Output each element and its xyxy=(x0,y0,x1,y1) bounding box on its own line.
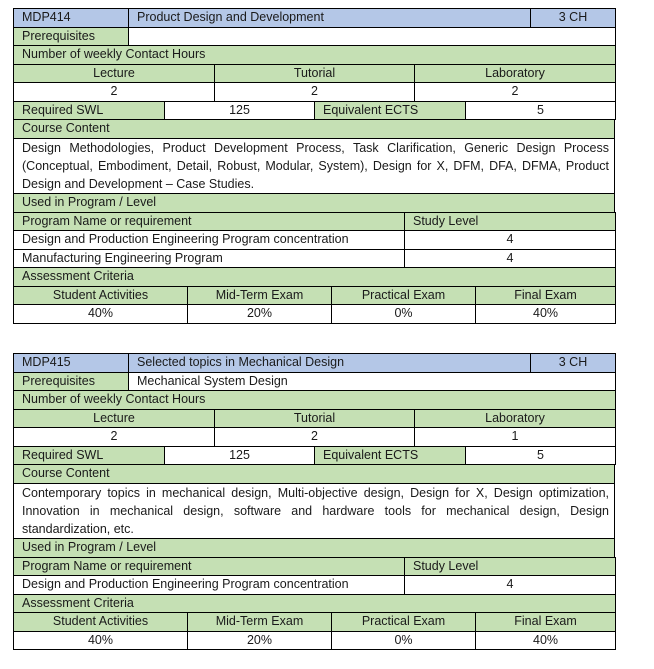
ects-label: Equivalent ECTS xyxy=(315,101,466,120)
tutorial-header: Tutorial xyxy=(215,409,415,428)
required-swl-label: Required SWL xyxy=(14,101,165,120)
prerequisites-row xyxy=(14,27,616,46)
prerequisites-value xyxy=(129,27,616,46)
course-table-mdp415 xyxy=(13,353,615,650)
course-content-text: Contemporary topics in mechanical design, Multi-objective design, Design for X, Design optimization, Innovation in mechanical design, software and hardware tools for mechanical design, Design standardization, etc. xyxy=(14,483,615,539)
practical-header: Practical Exam xyxy=(332,286,476,305)
course-content-text: Design Methodologies, Product Development Process, Task Clarification, Generic Design Process (Conceptual, Embodiment, Detail, Robust, Modular, System), Design for X, DFM, DFA, DFMA, Product Design and Development – Case Studies. xyxy=(14,138,615,194)
final-value: 40% xyxy=(476,305,616,324)
final-header: Final Exam xyxy=(476,613,616,632)
laboratory-hours: 2 xyxy=(415,83,616,102)
program-name: Design and Production Engineering Program concentration xyxy=(14,576,405,595)
lecture-hours: 2 xyxy=(14,428,215,447)
level-header: Study Level xyxy=(405,212,616,231)
practical-value: 0% xyxy=(332,305,476,324)
final-header: Final Exam xyxy=(476,286,616,305)
program-level: 4 xyxy=(405,576,616,595)
midterm-header: Mid-Term Exam xyxy=(188,613,332,632)
laboratory-header: Laboratory xyxy=(415,409,616,428)
lecture-header: Lecture xyxy=(14,64,215,83)
student-activities-header: Student Activities xyxy=(14,613,188,632)
practical-header: Practical Exam xyxy=(332,613,476,632)
contact-hours-label: Number of weekly Contact Hours xyxy=(14,391,616,410)
content-table xyxy=(13,119,615,213)
laboratory-hours: 1 xyxy=(415,428,616,447)
prerequisites-label: Prerequisites xyxy=(14,372,129,391)
course-title-row xyxy=(14,9,616,28)
student-activities-value: 40% xyxy=(14,631,188,650)
student-activities-header: Student Activities xyxy=(14,286,188,305)
required-swl-value: 125 xyxy=(165,446,315,465)
ects-value: 5 xyxy=(466,446,616,465)
program-level: 4 xyxy=(405,231,616,250)
level-header: Study Level xyxy=(405,557,616,576)
swl-table xyxy=(13,101,616,121)
midterm-value: 20% xyxy=(188,631,332,650)
course-content-label: Course Content xyxy=(14,120,615,139)
assessment-table xyxy=(13,594,616,651)
contact-hours-table xyxy=(13,390,616,447)
course-header-table xyxy=(13,8,616,46)
course-title: Selected topics in Mechanical Design xyxy=(129,354,531,373)
prerequisites-label: Prerequisites xyxy=(14,27,129,46)
assessment-label: Assessment Criteria xyxy=(14,594,616,613)
course-table-mdp414 xyxy=(13,8,615,324)
used-in-label: Used in Program / Level xyxy=(14,539,615,558)
tutorial-hours: 2 xyxy=(215,83,415,102)
required-swl-value: 125 xyxy=(165,101,315,120)
program-header: Program Name or requirement xyxy=(14,557,405,576)
prerequisites-value: Mechanical System Design xyxy=(129,372,616,391)
credit-hours: 3 CH xyxy=(531,354,616,373)
content-table xyxy=(13,464,615,558)
program-row xyxy=(14,231,616,250)
credit-hours: 3 CH xyxy=(531,9,616,28)
practical-value: 0% xyxy=(332,631,476,650)
course-content-label: Course Content xyxy=(14,465,615,484)
program-row xyxy=(14,576,616,595)
course-title-row xyxy=(14,354,616,373)
assessment-table xyxy=(13,267,616,324)
final-value: 40% xyxy=(476,631,616,650)
course-title: Product Design and Development xyxy=(129,9,531,28)
contact-hours-table xyxy=(13,45,616,102)
program-name: Design and Production Engineering Program concentration xyxy=(14,231,405,250)
program-level: 4 xyxy=(405,249,616,268)
tutorial-hours: 2 xyxy=(215,428,415,447)
midterm-value: 20% xyxy=(188,305,332,324)
swl-table xyxy=(13,446,616,466)
course-code: MDP414 xyxy=(14,9,129,28)
required-swl-label: Required SWL xyxy=(14,446,165,465)
program-row xyxy=(14,249,616,268)
lecture-hours: 2 xyxy=(14,83,215,102)
midterm-header: Mid-Term Exam xyxy=(188,286,332,305)
ects-label: Equivalent ECTS xyxy=(315,446,466,465)
course-code: MDP415 xyxy=(14,354,129,373)
student-activities-value: 40% xyxy=(14,305,188,324)
prerequisites-row xyxy=(14,372,616,391)
programs-table xyxy=(13,557,616,595)
ects-value: 5 xyxy=(466,101,616,120)
tutorial-header: Tutorial xyxy=(215,64,415,83)
lecture-header: Lecture xyxy=(14,409,215,428)
laboratory-header: Laboratory xyxy=(415,64,616,83)
program-name: Manufacturing Engineering Program xyxy=(14,249,405,268)
programs-table xyxy=(13,212,616,269)
assessment-label: Assessment Criteria xyxy=(14,268,616,287)
program-header: Program Name or requirement xyxy=(14,212,405,231)
contact-hours-label: Number of weekly Contact Hours xyxy=(14,46,616,65)
used-in-label: Used in Program / Level xyxy=(14,194,615,213)
course-header-table xyxy=(13,353,616,391)
